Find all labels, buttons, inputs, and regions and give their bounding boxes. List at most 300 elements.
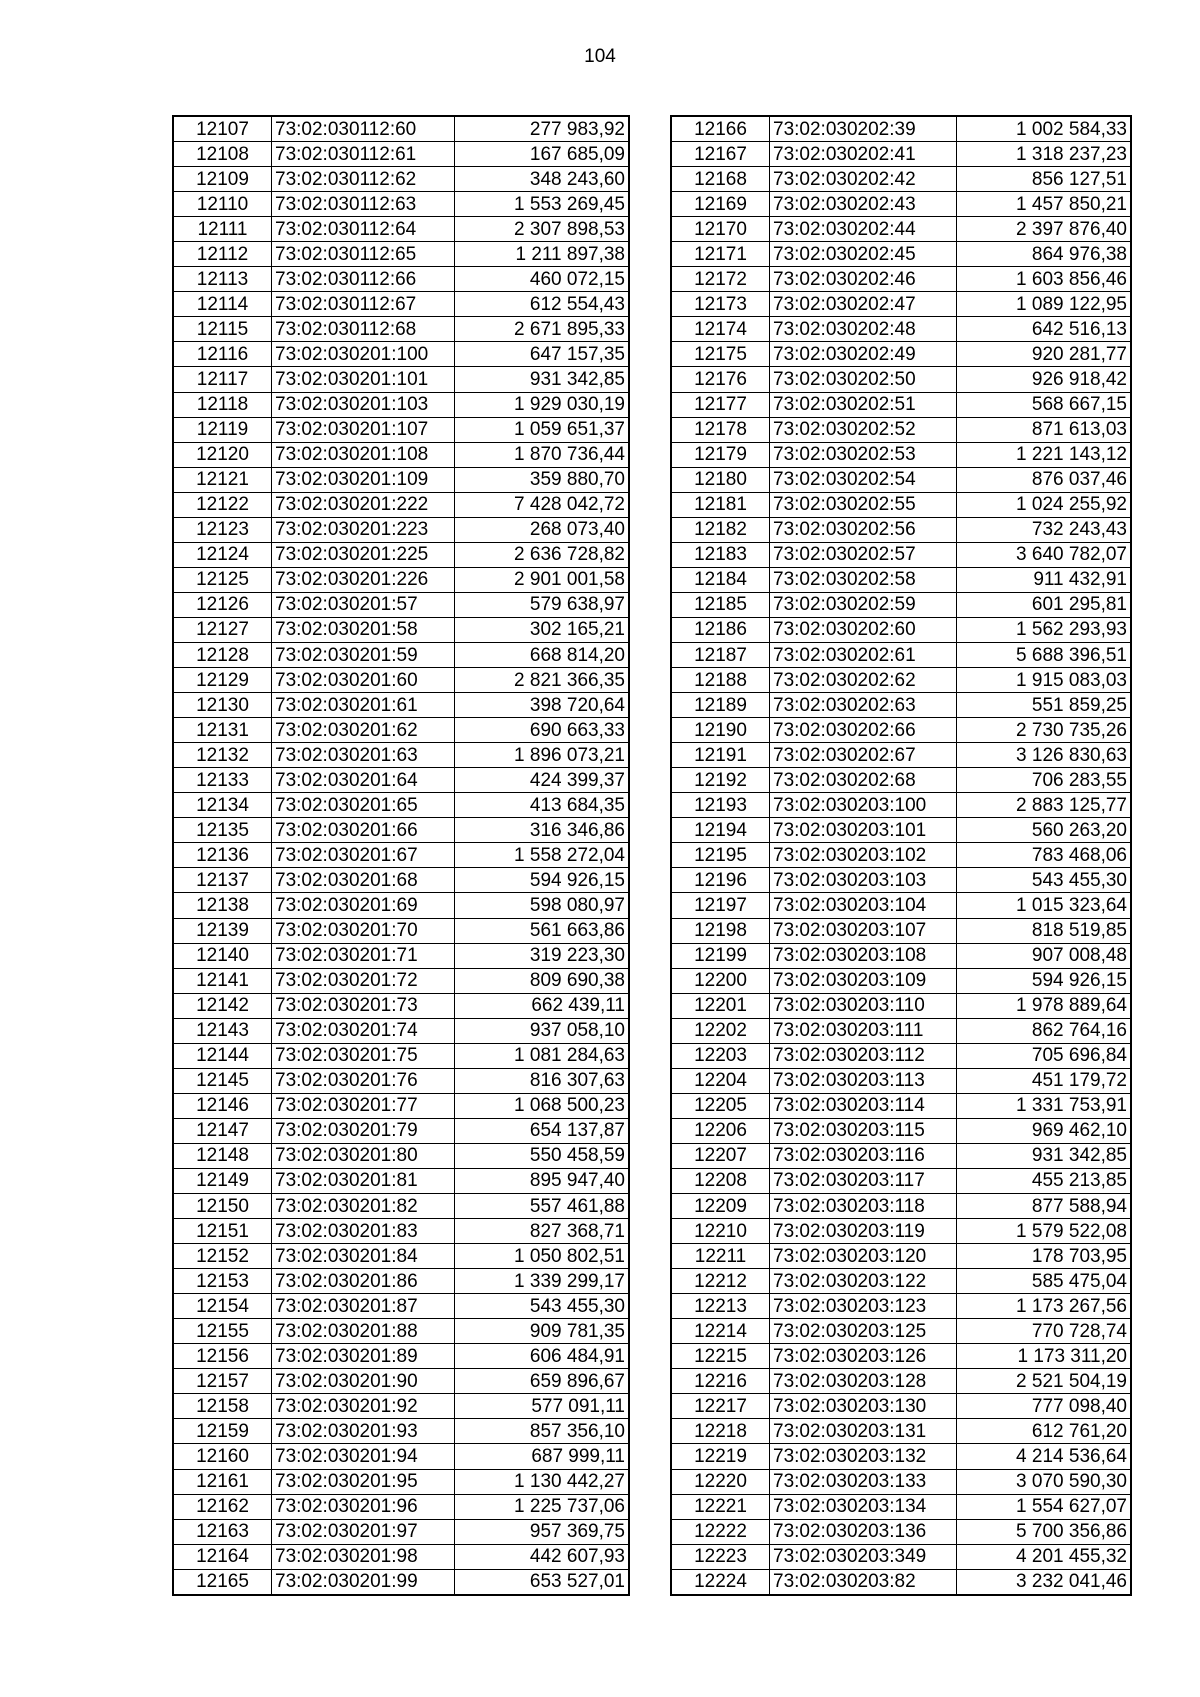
row-number-cell: 12139 (173, 918, 272, 943)
table-row (671, 142, 1131, 167)
cadastral-number-cell: 73:02:030202:39 (770, 116, 957, 142)
table-row (173, 1194, 629, 1219)
row-number-cell: 12124 (173, 542, 272, 567)
value-cell: 857 356,10 (455, 1419, 630, 1444)
table-row (671, 1519, 1131, 1544)
row-number-cell: 12126 (173, 592, 272, 617)
value-cell: 612 554,43 (455, 292, 630, 317)
table-row (671, 542, 1131, 567)
value-cell: 1 173 311,20 (957, 1344, 1132, 1369)
table-row (671, 1168, 1131, 1193)
value-cell: 1 339 299,17 (455, 1269, 630, 1294)
value-cell: 1 562 293,93 (957, 617, 1132, 642)
row-number-cell: 12127 (173, 617, 272, 642)
cadastral-number-cell: 73:02:030203:118 (770, 1194, 957, 1219)
table-row (173, 768, 629, 793)
row-number-cell: 12198 (671, 918, 770, 943)
cadastral-number-cell: 73:02:030201:62 (272, 718, 455, 743)
row-number-cell: 12170 (671, 217, 770, 242)
table-row (173, 1118, 629, 1143)
value-cell: 877 588,94 (957, 1194, 1132, 1219)
table-row (173, 192, 629, 217)
table-row (671, 1444, 1131, 1469)
value-cell: 585 475,04 (957, 1269, 1132, 1294)
row-number-cell: 12148 (173, 1143, 272, 1168)
value-cell: 277 983,92 (455, 116, 630, 142)
cadastral-number-cell: 73:02:030201:68 (272, 868, 455, 893)
cadastral-number-cell: 73:02:030201:80 (272, 1143, 455, 1168)
table-row (671, 467, 1131, 492)
table-row (173, 592, 629, 617)
value-cell: 687 999,11 (455, 1444, 630, 1469)
value-cell: 3 640 782,07 (957, 542, 1132, 567)
cadastral-number-cell: 73:02:030202:55 (770, 492, 957, 517)
cadastral-number-cell: 73:02:030201:57 (272, 592, 455, 617)
table-row (173, 542, 629, 567)
table-row (671, 818, 1131, 843)
table-row (173, 642, 629, 667)
table-row (173, 1419, 629, 1444)
row-number-cell: 12141 (173, 968, 272, 993)
cadastral-number-cell: 73:02:030202:62 (770, 668, 957, 693)
value-cell: 1 221 143,12 (957, 442, 1132, 467)
table-row (173, 1068, 629, 1093)
cadastral-number-cell: 73:02:030203:112 (770, 1043, 957, 1068)
cadastral-number-cell: 73:02:030201:96 (272, 1494, 455, 1519)
cadastral-number-cell: 73:02:030201:92 (272, 1394, 455, 1419)
table-body-right (671, 116, 1131, 1595)
cadastral-number-cell: 73:02:030201:94 (272, 1444, 455, 1469)
value-cell: 1 554 627,07 (957, 1494, 1132, 1519)
row-number-cell: 12202 (671, 1018, 770, 1043)
row-number-cell: 12131 (173, 718, 272, 743)
value-cell: 2 521 504,19 (957, 1369, 1132, 1394)
cadastral-number-cell: 73:02:030201:98 (272, 1544, 455, 1569)
value-cell: 2 397 876,40 (957, 217, 1132, 242)
row-number-cell: 12113 (173, 267, 272, 292)
row-number-cell: 12175 (671, 342, 770, 367)
table-row (173, 1143, 629, 1168)
table-row (173, 818, 629, 843)
table-row (173, 317, 629, 342)
row-number-cell: 12222 (671, 1519, 770, 1544)
row-number-cell: 12181 (671, 492, 770, 517)
value-cell: 783 468,06 (957, 843, 1132, 868)
row-number-cell: 12151 (173, 1219, 272, 1244)
row-number-cell: 12215 (671, 1344, 770, 1369)
value-cell: 268 073,40 (455, 517, 630, 542)
table-row (671, 1344, 1131, 1369)
cadastral-number-cell: 73:02:030202:50 (770, 367, 957, 392)
value-cell: 2 636 728,82 (455, 542, 630, 567)
cadastral-number-cell: 73:02:030202:63 (770, 693, 957, 718)
cadastral-number-cell: 73:02:030201:86 (272, 1269, 455, 1294)
table-row (173, 668, 629, 693)
value-cell: 770 728,74 (957, 1319, 1132, 1344)
cadastral-number-cell: 73:02:030202:51 (770, 392, 957, 417)
cadastral-number-cell: 73:02:030201:84 (272, 1244, 455, 1269)
value-cell: 1 130 442,27 (455, 1469, 630, 1494)
table-row (173, 367, 629, 392)
table-row (173, 292, 629, 317)
cadastral-number-cell: 73:02:030112:60 (272, 116, 455, 142)
table-row (173, 567, 629, 592)
value-cell: 4 201 455,32 (957, 1544, 1132, 1569)
row-number-cell: 12162 (173, 1494, 272, 1519)
cadastral-number-cell: 73:02:030202:49 (770, 342, 957, 367)
cadastral-number-cell: 73:02:030202:59 (770, 592, 957, 617)
table-row (173, 843, 629, 868)
value-cell: 1 081 284,63 (455, 1043, 630, 1068)
value-cell: 594 926,15 (957, 968, 1132, 993)
table-row (671, 1194, 1131, 1219)
cadastral-number-cell: 73:02:030202:45 (770, 242, 957, 267)
table-row (173, 1344, 629, 1369)
row-number-cell: 12192 (671, 768, 770, 793)
cadastral-number-cell: 73:02:030203:125 (770, 1319, 957, 1344)
value-cell: 654 137,87 (455, 1118, 630, 1143)
row-number-cell: 12169 (671, 192, 770, 217)
table-row (671, 217, 1131, 242)
cadastral-number-cell: 73:02:030201:101 (272, 367, 455, 392)
cadastral-number-cell: 73:02:030202:57 (770, 542, 957, 567)
cadastral-number-cell: 73:02:030203:126 (770, 1344, 957, 1369)
table-row (671, 617, 1131, 642)
cadastral-number-cell: 73:02:030202:43 (770, 192, 957, 217)
cadastral-number-cell: 73:02:030201:60 (272, 668, 455, 693)
value-cell: 598 080,97 (455, 893, 630, 918)
row-number-cell: 12221 (671, 1494, 770, 1519)
table-row (671, 1093, 1131, 1118)
table-row (671, 1544, 1131, 1569)
row-number-cell: 12167 (671, 142, 770, 167)
value-cell: 4 214 536,64 (957, 1444, 1132, 1469)
row-number-cell: 12118 (173, 392, 272, 417)
cadastral-number-cell: 73:02:030201:89 (272, 1344, 455, 1369)
row-number-cell: 12120 (173, 442, 272, 467)
value-cell: 557 461,88 (455, 1194, 630, 1219)
value-cell: 1 978 889,64 (957, 993, 1132, 1018)
table-row (671, 192, 1131, 217)
table-row (671, 693, 1131, 718)
row-number-cell: 12213 (671, 1294, 770, 1319)
row-number-cell: 12183 (671, 542, 770, 567)
table-row (671, 317, 1131, 342)
row-number-cell: 12145 (173, 1068, 272, 1093)
value-cell: 1 929 030,19 (455, 392, 630, 417)
cadastral-number-cell: 73:02:030203:123 (770, 1294, 957, 1319)
table-row (671, 267, 1131, 292)
row-number-cell: 12128 (173, 642, 272, 667)
table-row (173, 617, 629, 642)
table-row (173, 1244, 629, 1269)
row-number-cell: 12150 (173, 1194, 272, 1219)
cadastral-number-cell: 73:02:030201:90 (272, 1369, 455, 1394)
table-row (173, 968, 629, 993)
cadastral-number-cell: 73:02:030112:61 (272, 142, 455, 167)
table-row (173, 142, 629, 167)
value-cell: 864 976,38 (957, 242, 1132, 267)
value-cell: 579 638,97 (455, 592, 630, 617)
row-number-cell: 12177 (671, 392, 770, 417)
row-number-cell: 12166 (671, 116, 770, 142)
table-row (173, 467, 629, 492)
row-number-cell: 12122 (173, 492, 272, 517)
table-row (173, 993, 629, 1018)
table-row (671, 116, 1131, 142)
cadastral-number-cell: 73:02:030203:82 (770, 1569, 957, 1595)
cadastral-number-cell: 73:02:030201:63 (272, 743, 455, 768)
value-cell: 451 179,72 (957, 1068, 1132, 1093)
value-cell: 732 243,43 (957, 517, 1132, 542)
row-number-cell: 12216 (671, 1369, 770, 1394)
row-number-cell: 12211 (671, 1244, 770, 1269)
row-number-cell: 12115 (173, 317, 272, 342)
cadastral-number-cell: 73:02:030202:68 (770, 768, 957, 793)
value-cell: 455 213,85 (957, 1168, 1132, 1193)
row-number-cell: 12109 (173, 167, 272, 192)
value-cell: 398 720,64 (455, 693, 630, 718)
value-cell: 167 685,09 (455, 142, 630, 167)
value-cell: 1 089 122,95 (957, 292, 1132, 317)
table-row (671, 592, 1131, 617)
value-cell: 359 880,70 (455, 467, 630, 492)
table-row (173, 392, 629, 417)
value-cell: 642 516,13 (957, 317, 1132, 342)
row-number-cell: 12187 (671, 642, 770, 667)
table-row (671, 1018, 1131, 1043)
table-row (173, 517, 629, 542)
table-row (173, 1219, 629, 1244)
table-row (671, 1394, 1131, 1419)
cadastral-number-cell: 73:02:030201:99 (272, 1569, 455, 1595)
cadastral-number-cell: 73:02:030201:79 (272, 1118, 455, 1143)
table-row (173, 217, 629, 242)
value-cell: 876 037,46 (957, 467, 1132, 492)
table-row (671, 1143, 1131, 1168)
row-number-cell: 12197 (671, 893, 770, 918)
value-cell: 5 688 396,51 (957, 642, 1132, 667)
cadastral-number-cell: 73:02:030201:58 (272, 617, 455, 642)
cadastral-number-cell: 73:02:030202:46 (770, 267, 957, 292)
cadastral-number-cell: 73:02:030201:70 (272, 918, 455, 943)
row-number-cell: 12172 (671, 267, 770, 292)
table-row (173, 167, 629, 192)
table-row (173, 442, 629, 467)
cadastral-number-cell: 73:02:030201:76 (272, 1068, 455, 1093)
row-number-cell: 12171 (671, 242, 770, 267)
cadastral-number-cell: 73:02:030203:100 (770, 793, 957, 818)
table-row (671, 1494, 1131, 1519)
value-cell: 909 781,35 (455, 1319, 630, 1344)
table-row (671, 417, 1131, 442)
value-cell: 1 050 802,51 (455, 1244, 630, 1269)
cadastral-number-cell: 73:02:030201:71 (272, 943, 455, 968)
value-cell: 1 579 522,08 (957, 1219, 1132, 1244)
table-row (173, 893, 629, 918)
table-row (671, 968, 1131, 993)
table-row (173, 417, 629, 442)
row-number-cell: 12218 (671, 1419, 770, 1444)
row-number-cell: 12185 (671, 592, 770, 617)
row-number-cell: 12168 (671, 167, 770, 192)
table-row (173, 1168, 629, 1193)
row-number-cell: 12147 (173, 1118, 272, 1143)
value-cell: 543 455,30 (957, 868, 1132, 893)
row-number-cell: 12212 (671, 1269, 770, 1294)
value-cell: 606 484,91 (455, 1344, 630, 1369)
value-cell: 1 225 737,06 (455, 1494, 630, 1519)
table-row (173, 1494, 629, 1519)
table-row (671, 1294, 1131, 1319)
cadastral-number-cell: 73:02:030201:64 (272, 768, 455, 793)
table-row (671, 793, 1131, 818)
row-number-cell: 12154 (173, 1294, 272, 1319)
row-number-cell: 12179 (671, 442, 770, 467)
table-row (671, 743, 1131, 768)
table-row (173, 267, 629, 292)
value-cell: 348 243,60 (455, 167, 630, 192)
cadastral-number-cell: 73:02:030203:110 (770, 993, 957, 1018)
row-number-cell: 12163 (173, 1519, 272, 1544)
cadastral-number-cell: 73:02:030203:115 (770, 1118, 957, 1143)
value-cell: 1 870 736,44 (455, 442, 630, 467)
value-cell: 2 883 125,77 (957, 793, 1132, 818)
table-row (173, 1569, 629, 1595)
cadastral-number-cell: 73:02:030201:225 (272, 542, 455, 567)
cadastral-number-cell: 73:02:030112:65 (272, 242, 455, 267)
value-cell: 931 342,85 (957, 1143, 1132, 1168)
table-row (671, 392, 1131, 417)
table-row (671, 843, 1131, 868)
cadastral-table-right (670, 115, 1132, 1596)
row-number-cell: 12146 (173, 1093, 272, 1118)
row-number-cell: 12107 (173, 116, 272, 142)
cadastral-number-cell: 73:02:030201:83 (272, 1219, 455, 1244)
cadastral-number-cell: 73:02:030201:88 (272, 1319, 455, 1344)
row-number-cell: 12116 (173, 342, 272, 367)
value-cell: 1 896 073,21 (455, 743, 630, 768)
cadastral-number-cell: 73:02:030203:114 (770, 1093, 957, 1118)
cadastral-number-cell: 73:02:030203:116 (770, 1143, 957, 1168)
row-number-cell: 12165 (173, 1569, 272, 1595)
cadastral-number-cell: 73:02:030203:103 (770, 868, 957, 893)
row-number-cell: 12136 (173, 843, 272, 868)
value-cell: 662 439,11 (455, 993, 630, 1018)
table-row (173, 1544, 629, 1569)
cadastral-number-cell: 73:02:030203:113 (770, 1068, 957, 1093)
cadastral-number-cell: 73:02:030203:122 (770, 1269, 957, 1294)
cadastral-number-cell: 73:02:030202:53 (770, 442, 957, 467)
table-row (173, 492, 629, 517)
value-cell: 2 730 735,26 (957, 718, 1132, 743)
table-row (173, 1444, 629, 1469)
cadastral-number-cell: 73:02:030112:62 (272, 167, 455, 192)
value-cell: 647 157,35 (455, 342, 630, 367)
cadastral-number-cell: 73:02:030202:60 (770, 617, 957, 642)
cadastral-number-cell: 73:02:030202:58 (770, 567, 957, 592)
value-cell: 612 761,20 (957, 1419, 1132, 1444)
cadastral-number-cell: 73:02:030202:66 (770, 718, 957, 743)
row-number-cell: 12117 (173, 367, 272, 392)
row-number-cell: 12140 (173, 943, 272, 968)
row-number-cell: 12132 (173, 743, 272, 768)
cadastral-number-cell: 73:02:030201:74 (272, 1018, 455, 1043)
cadastral-number-cell: 73:02:030203:132 (770, 1444, 957, 1469)
row-number-cell: 12190 (671, 718, 770, 743)
table-row (671, 242, 1131, 267)
table-row (173, 1294, 629, 1319)
value-cell: 816 307,63 (455, 1068, 630, 1093)
value-cell: 969 462,10 (957, 1118, 1132, 1143)
row-number-cell: 12134 (173, 793, 272, 818)
row-number-cell: 12125 (173, 567, 272, 592)
value-cell: 1 059 651,37 (455, 417, 630, 442)
value-cell: 818 519,85 (957, 918, 1132, 943)
row-number-cell: 12111 (173, 217, 272, 242)
cadastral-number-cell: 73:02:030201:108 (272, 442, 455, 467)
cadastral-number-cell: 73:02:030201:100 (272, 342, 455, 367)
table-row (671, 642, 1131, 667)
cadastral-number-cell: 73:02:030201:107 (272, 417, 455, 442)
row-number-cell: 12158 (173, 1394, 272, 1419)
value-cell: 7 428 042,72 (455, 492, 630, 517)
value-cell: 895 947,40 (455, 1168, 630, 1193)
value-cell: 1 603 856,46 (957, 267, 1132, 292)
row-number-cell: 12119 (173, 417, 272, 442)
row-number-cell: 12164 (173, 1544, 272, 1569)
value-cell: 178 703,95 (957, 1244, 1132, 1269)
row-number-cell: 12205 (671, 1093, 770, 1118)
value-cell: 690 663,33 (455, 718, 630, 743)
value-cell: 302 165,21 (455, 617, 630, 642)
cadastral-number-cell: 73:02:030202:61 (770, 642, 957, 667)
value-cell: 1 024 255,92 (957, 492, 1132, 517)
table-row (671, 868, 1131, 893)
cadastral-number-cell: 73:02:030203:119 (770, 1219, 957, 1244)
cadastral-table-left (172, 115, 630, 1596)
table-row (173, 1093, 629, 1118)
cadastral-number-cell: 73:02:030112:66 (272, 267, 455, 292)
value-cell: 413 684,35 (455, 793, 630, 818)
value-cell: 561 663,86 (455, 918, 630, 943)
value-cell: 706 283,55 (957, 768, 1132, 793)
row-number-cell: 12223 (671, 1544, 770, 1569)
value-cell: 1 331 753,91 (957, 1093, 1132, 1118)
cadastral-number-cell: 73:02:030201:65 (272, 793, 455, 818)
row-number-cell: 12173 (671, 292, 770, 317)
row-number-cell: 12130 (173, 693, 272, 718)
value-cell: 543 455,30 (455, 1294, 630, 1319)
row-number-cell: 12112 (173, 242, 272, 267)
table-row (671, 167, 1131, 192)
value-cell: 3 070 590,30 (957, 1469, 1132, 1494)
table-row (671, 492, 1131, 517)
cadastral-number-cell: 73:02:030202:44 (770, 217, 957, 242)
row-number-cell: 12142 (173, 993, 272, 1018)
table-row (173, 943, 629, 968)
value-cell: 442 607,93 (455, 1544, 630, 1569)
table-row (671, 1244, 1131, 1269)
table-row (671, 768, 1131, 793)
row-number-cell: 12129 (173, 668, 272, 693)
value-cell: 1 915 083,03 (957, 668, 1132, 693)
cadastral-number-cell: 73:02:030112:67 (272, 292, 455, 317)
table-row (173, 693, 629, 718)
cadastral-number-cell: 73:02:030203:349 (770, 1544, 957, 1569)
row-number-cell: 12121 (173, 467, 272, 492)
value-cell: 668 814,20 (455, 642, 630, 667)
